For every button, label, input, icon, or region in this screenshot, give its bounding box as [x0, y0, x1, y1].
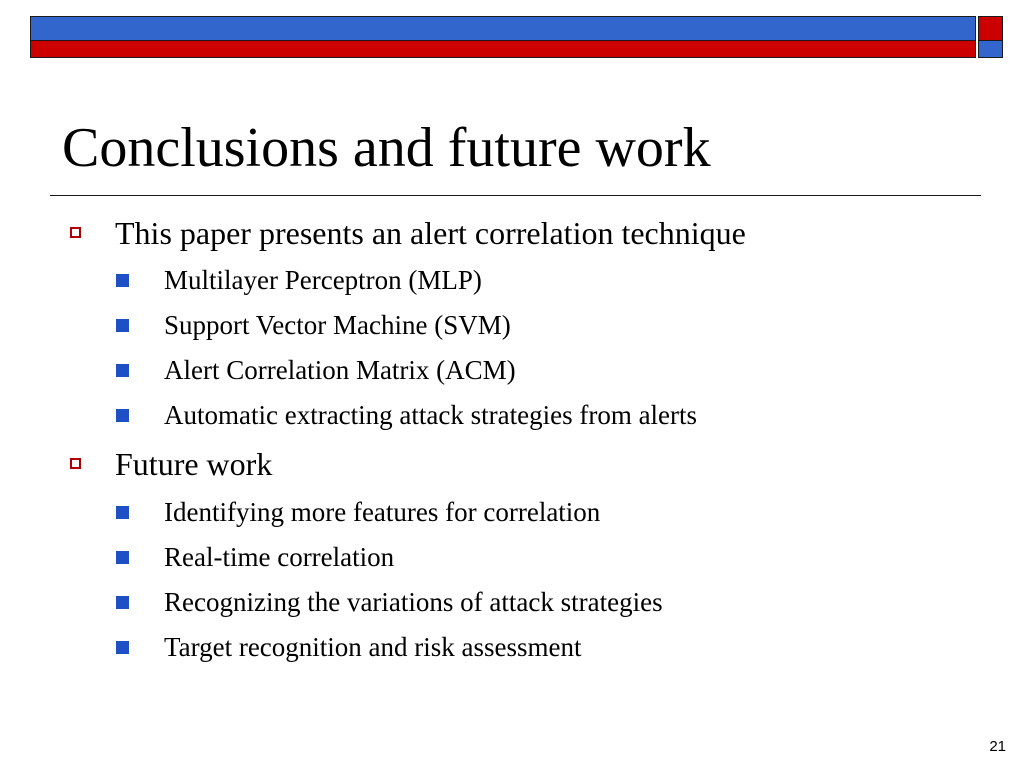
list-item-text: Recognizing the variations of attack strategies: [164, 587, 663, 617]
solid-square-bullet-icon: [116, 641, 129, 654]
hollow-square-bullet-icon: [70, 227, 81, 238]
list-item-text: Real-time correlation: [164, 542, 395, 572]
list-item-text: Automatic extracting attack strategies from alerts: [164, 400, 698, 430]
hollow-square-bullet-icon: [70, 458, 81, 469]
section-heading-text: This paper presents an alert correlation technique: [115, 215, 746, 251]
page-number: 21: [989, 738, 1006, 755]
list-item-text: Multilayer Perceptron (MLP): [164, 265, 482, 295]
solid-square-bullet-icon: [116, 596, 129, 609]
list-item-text: Target recognition and risk assessment: [164, 632, 582, 662]
list-item-text: Alert Correlation Matrix (ACM): [164, 355, 516, 385]
solid-square-bullet-icon: [116, 274, 129, 287]
solid-square-bullet-icon: [116, 319, 129, 332]
section-heading-text: Future work: [115, 446, 273, 482]
list-item-text: Identifying more features for correlation: [164, 497, 601, 527]
solid-square-bullet-icon: [116, 551, 129, 564]
solid-square-bullet-icon: [116, 506, 129, 519]
slide-title: Conclusions and future work: [62, 117, 711, 179]
solid-square-bullet-icon: [116, 364, 129, 377]
solid-square-bullet-icon: [116, 409, 129, 422]
list-item-text: Support Vector Machine (SVM): [164, 310, 511, 340]
